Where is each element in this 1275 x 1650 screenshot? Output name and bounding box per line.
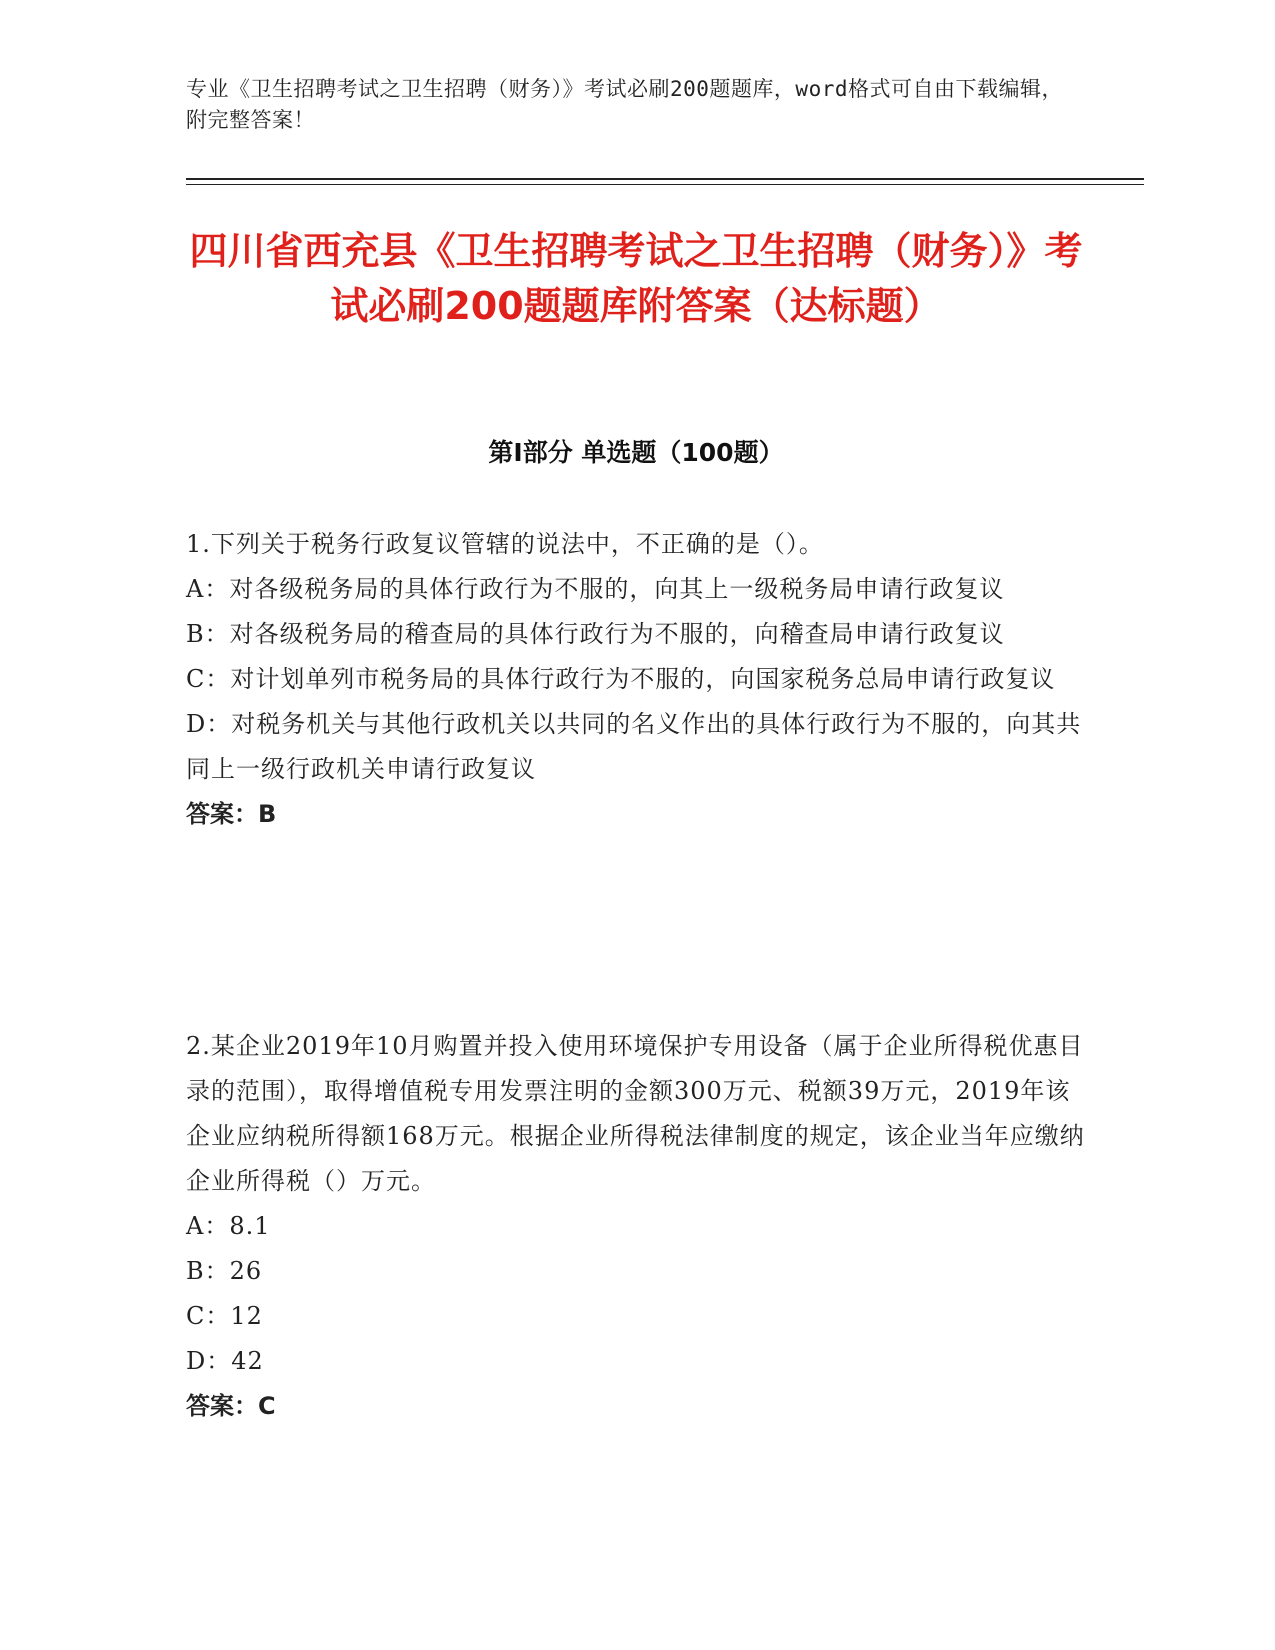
- question-option-a: A：对各级税务局的具体行政行为不服的，向其上一级税务局申请行政复议: [186, 575, 1005, 603]
- question-stem: 1.下列关于税务行政复议管辖的说法中，不正确的是（）。: [186, 530, 824, 558]
- question-option-d: D：对税务机关与其他行政机关以共同的名义作出的具体行政行为不服的，向其共同上一级行政机关申请行政复议: [186, 710, 1082, 783]
- question-option-c: C：对计划单列市税务局的具体行政行为不服的，向国家税务总局申请行政复议: [186, 665, 1056, 693]
- header-divider-thick: [186, 178, 1144, 180]
- section-heading: 第I部分 单选题（100题）: [488, 438, 784, 467]
- question-2: [186, 1024, 1086, 1429]
- question-option-a: A：8.1: [186, 1212, 271, 1240]
- header-divider-thin: [186, 184, 1144, 185]
- question-option-c: C：12: [186, 1302, 263, 1330]
- question-option-b: B：26: [186, 1257, 263, 1285]
- question-option-d: D：42: [186, 1347, 264, 1375]
- question-1: [186, 522, 1086, 837]
- question-answer: 答案：B: [186, 800, 277, 828]
- question-answer: 答案：C: [186, 1392, 276, 1420]
- question-option-b: B：对各级税务局的稽查局的具体行政行为不服的，向稽查局申请行政复议: [186, 620, 1005, 648]
- header-note: 专业《卫生招聘考试之卫生招聘（财务）》考试必刷200题题库，word格式可自由下载编辑，附完整答案！: [186, 77, 1063, 132]
- document-title: 四川省西充县《卫生招聘考试之卫生招聘（财务）》考试必刷200题题库附答案（达标题）: [189, 229, 1083, 328]
- question-stem: 2.某企业2019年10月购置并投入使用环境保护专用设备（属于企业所得税优惠目录的范围），取得增值税专用发票注明的金额300万元、税额39万元，2019年该企业应纳税所得额168万元。根据企业所得税法律制度的规定，该企业当年应缴纳企业所得税（）万元。: [186, 1032, 1085, 1195]
